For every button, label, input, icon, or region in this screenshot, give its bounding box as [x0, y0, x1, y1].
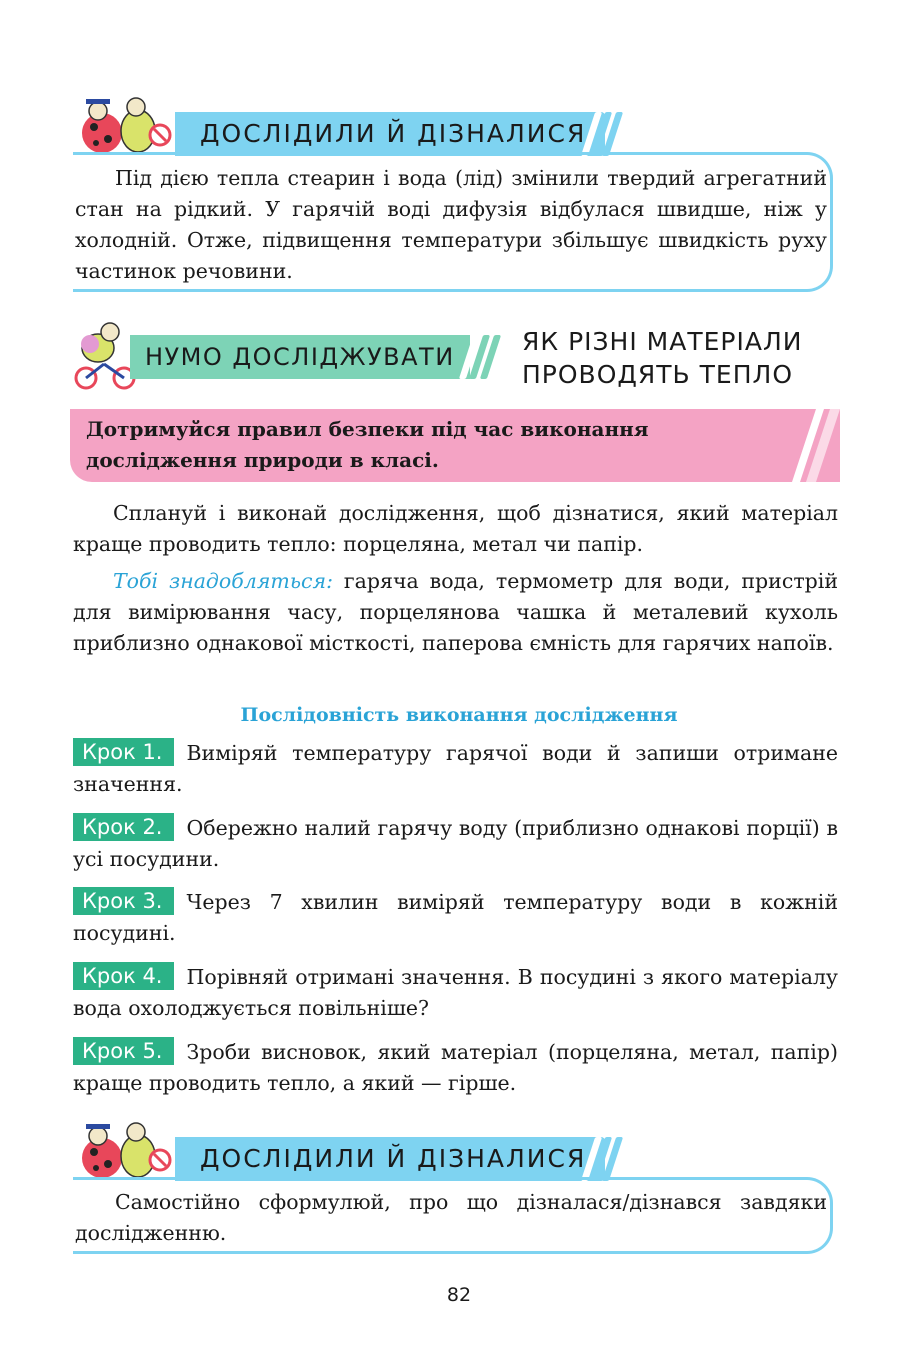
step-3-label: Крок 3.	[73, 887, 174, 915]
step-1	[73, 738, 838, 800]
section-header-title: ДОСЛІДИЛИ Й ДІЗНАЛИСЯ	[200, 1144, 587, 1173]
page-number: 82	[446, 1284, 472, 1306]
step-5-label: Крок 5.	[73, 1037, 174, 1065]
conclusion-text	[75, 1187, 827, 1249]
safety-rule-text: Дотримуйся правил безпеки під час виконання дослідження природи в класі.	[86, 417, 649, 472]
step-1-text: Виміряй температуру гарячої води й запиши отримане значення.	[73, 741, 838, 796]
materials-list: гаряча вода, термометр для води, пристрій для вимірювання часу, порцелянова чашка й металевий кухоль приблизно однакової місткості, паперова ємність для гарячих напоїв.	[73, 569, 839, 655]
conclusion-paragraph: Самостійно сформулюй, про що дізналася/дізнався завдяки дослідженню.	[75, 1190, 827, 1245]
materials-label: Тобі знадобляться:	[113, 569, 333, 593]
step-1-label: Крок 1.	[73, 738, 174, 766]
step-4-label: Крок 4.	[73, 962, 174, 990]
summary-text	[75, 163, 827, 287]
research-intro	[73, 498, 838, 560]
step-5-text: Зроби висновок, який матеріал (порцеляна, метал, папір) краще проводить тепло, а який — гірше.	[73, 1040, 838, 1095]
sequence-title: Послідовність виконання дослідження	[240, 704, 678, 726]
step-4	[73, 962, 838, 1024]
summary-paragraph: Під дією тепла стеарин і вода (лід) змінили твердий агрегатний стан на рідкий. У гарячій воді дифузія відбулася швидше, ніж у холодній. Отже, підвищення температури збільшує швидкість руху частинок речовини.	[75, 166, 827, 283]
header-stripes	[582, 112, 622, 156]
step-2-text: Обережно налий гарячу воду (приблизно однакові порції) в усі посудини.	[73, 816, 838, 871]
research-topic-title: ЯК РІЗНІ МАТЕРІАЛИ ПРОВОДЯТЬ ТЕПЛО	[522, 327, 803, 389]
research-header-title: НУМО ДОСЛІДЖУВАТИ	[145, 343, 455, 371]
intro-text: Сплануй і виконай дослідження, щоб дізнатися, який матеріал краще проводить тепло: порцеляна, метал чи папір.	[73, 501, 838, 556]
step-2-label: Крок 2.	[73, 813, 174, 841]
materials-needed	[73, 566, 838, 659]
research-header-stripes	[462, 335, 502, 379]
safety-box-stripes	[790, 409, 840, 482]
header-stripes	[582, 1137, 622, 1181]
step-3	[73, 887, 838, 949]
step-3-text: Через 7 хвилин виміряй температуру води в кожній посудині.	[73, 890, 838, 945]
step-4-text: Порівняй отримані значення. В посудині з якого матеріалу вода охолоджується повільніше?	[73, 965, 838, 1020]
section-header-title: ДОСЛІДИЛИ Й ДІЗНАЛИСЯ	[200, 119, 587, 148]
step-5	[73, 1037, 838, 1099]
step-2	[73, 813, 838, 875]
